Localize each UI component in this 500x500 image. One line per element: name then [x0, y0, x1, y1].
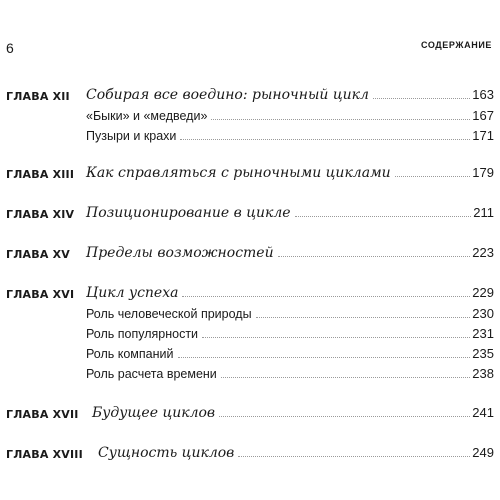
chapter-title: Как справляться с рыночными циклами — [86, 165, 391, 181]
chapter-title: Позиционирование в цикле — [86, 205, 291, 221]
running-header: СОДЕРЖАНИЕ — [420, 40, 492, 50]
page-ref: 167 — [472, 108, 494, 123]
toc-entry-chapter-13 — [0, 163, 500, 185]
dot-leader — [182, 296, 470, 297]
toc-entry-chapter-16 — [0, 283, 500, 305]
chapter-title: Пределы возможностей — [86, 245, 274, 261]
chapter-label: ГЛАВА XIV — [6, 208, 75, 221]
toc-entry-chapter-12 — [0, 85, 500, 107]
section-title: Роль человеческой природы — [86, 307, 252, 321]
toc-entry-sub — [0, 343, 500, 365]
toc-entry-sub — [0, 125, 500, 147]
dot-leader — [395, 176, 471, 177]
dot-leader — [219, 416, 470, 417]
dot-leader — [256, 317, 471, 318]
chapter-title: Будущее циклов — [92, 405, 216, 421]
toc-entry-sub — [0, 363, 500, 385]
page-number: 6 — [6, 40, 14, 56]
chapter-label: ГЛАВА XIII — [6, 168, 75, 181]
chapter-label: ГЛАВА XII — [6, 90, 70, 103]
page-ref: 241 — [472, 405, 494, 420]
dot-leader — [373, 98, 470, 99]
chapter-title: Собирая все воедино: рыночный цикл — [86, 87, 369, 103]
toc-entry-chapter-17 — [0, 403, 500, 425]
toc-entry-chapter-18 — [0, 443, 500, 465]
page-ref: 163 — [472, 87, 494, 102]
page-ref: 231 — [472, 326, 494, 341]
page-ref: 235 — [472, 346, 494, 361]
chapter-title: Сущность циклов — [98, 445, 235, 461]
dot-leader — [178, 357, 471, 358]
toc-entry-chapter-15 — [0, 243, 500, 265]
section-title: Роль компаний — [86, 347, 174, 361]
dot-leader — [202, 337, 470, 338]
dot-leader — [211, 119, 470, 120]
chapter-label: ГЛАВА XVIII — [6, 448, 83, 461]
dot-leader — [180, 139, 470, 140]
page-ref: 238 — [472, 366, 494, 381]
dot-leader — [221, 377, 471, 378]
page-ref: 223 — [472, 245, 494, 260]
section-title: Роль расчета времени — [86, 367, 217, 381]
section-title: Пузыри и крахи — [86, 129, 177, 143]
page-ref: 211 — [473, 205, 494, 220]
section-title: Роль популярности — [86, 327, 199, 341]
section-title: «Быки» и «медведи» — [86, 109, 208, 123]
toc-entry-sub — [0, 303, 500, 325]
dot-leader — [278, 256, 471, 257]
chapter-label: ГЛАВА XVI — [6, 288, 75, 301]
page-ref: 179 — [472, 165, 494, 180]
toc-entry-sub — [0, 105, 500, 127]
page-ref: 230 — [472, 306, 494, 321]
chapter-label: ГЛАВА XVII — [6, 408, 79, 421]
page-ref: 249 — [472, 445, 494, 460]
page-ref: 171 — [472, 128, 494, 143]
toc-entry-chapter-14 — [0, 203, 500, 225]
dot-leader — [295, 216, 472, 217]
page-ref: 229 — [472, 285, 494, 300]
chapter-label: ГЛАВА XV — [6, 248, 70, 261]
toc-entry-sub — [0, 323, 500, 345]
dot-leader — [238, 456, 470, 457]
chapter-title: Цикл успеха — [86, 285, 179, 301]
